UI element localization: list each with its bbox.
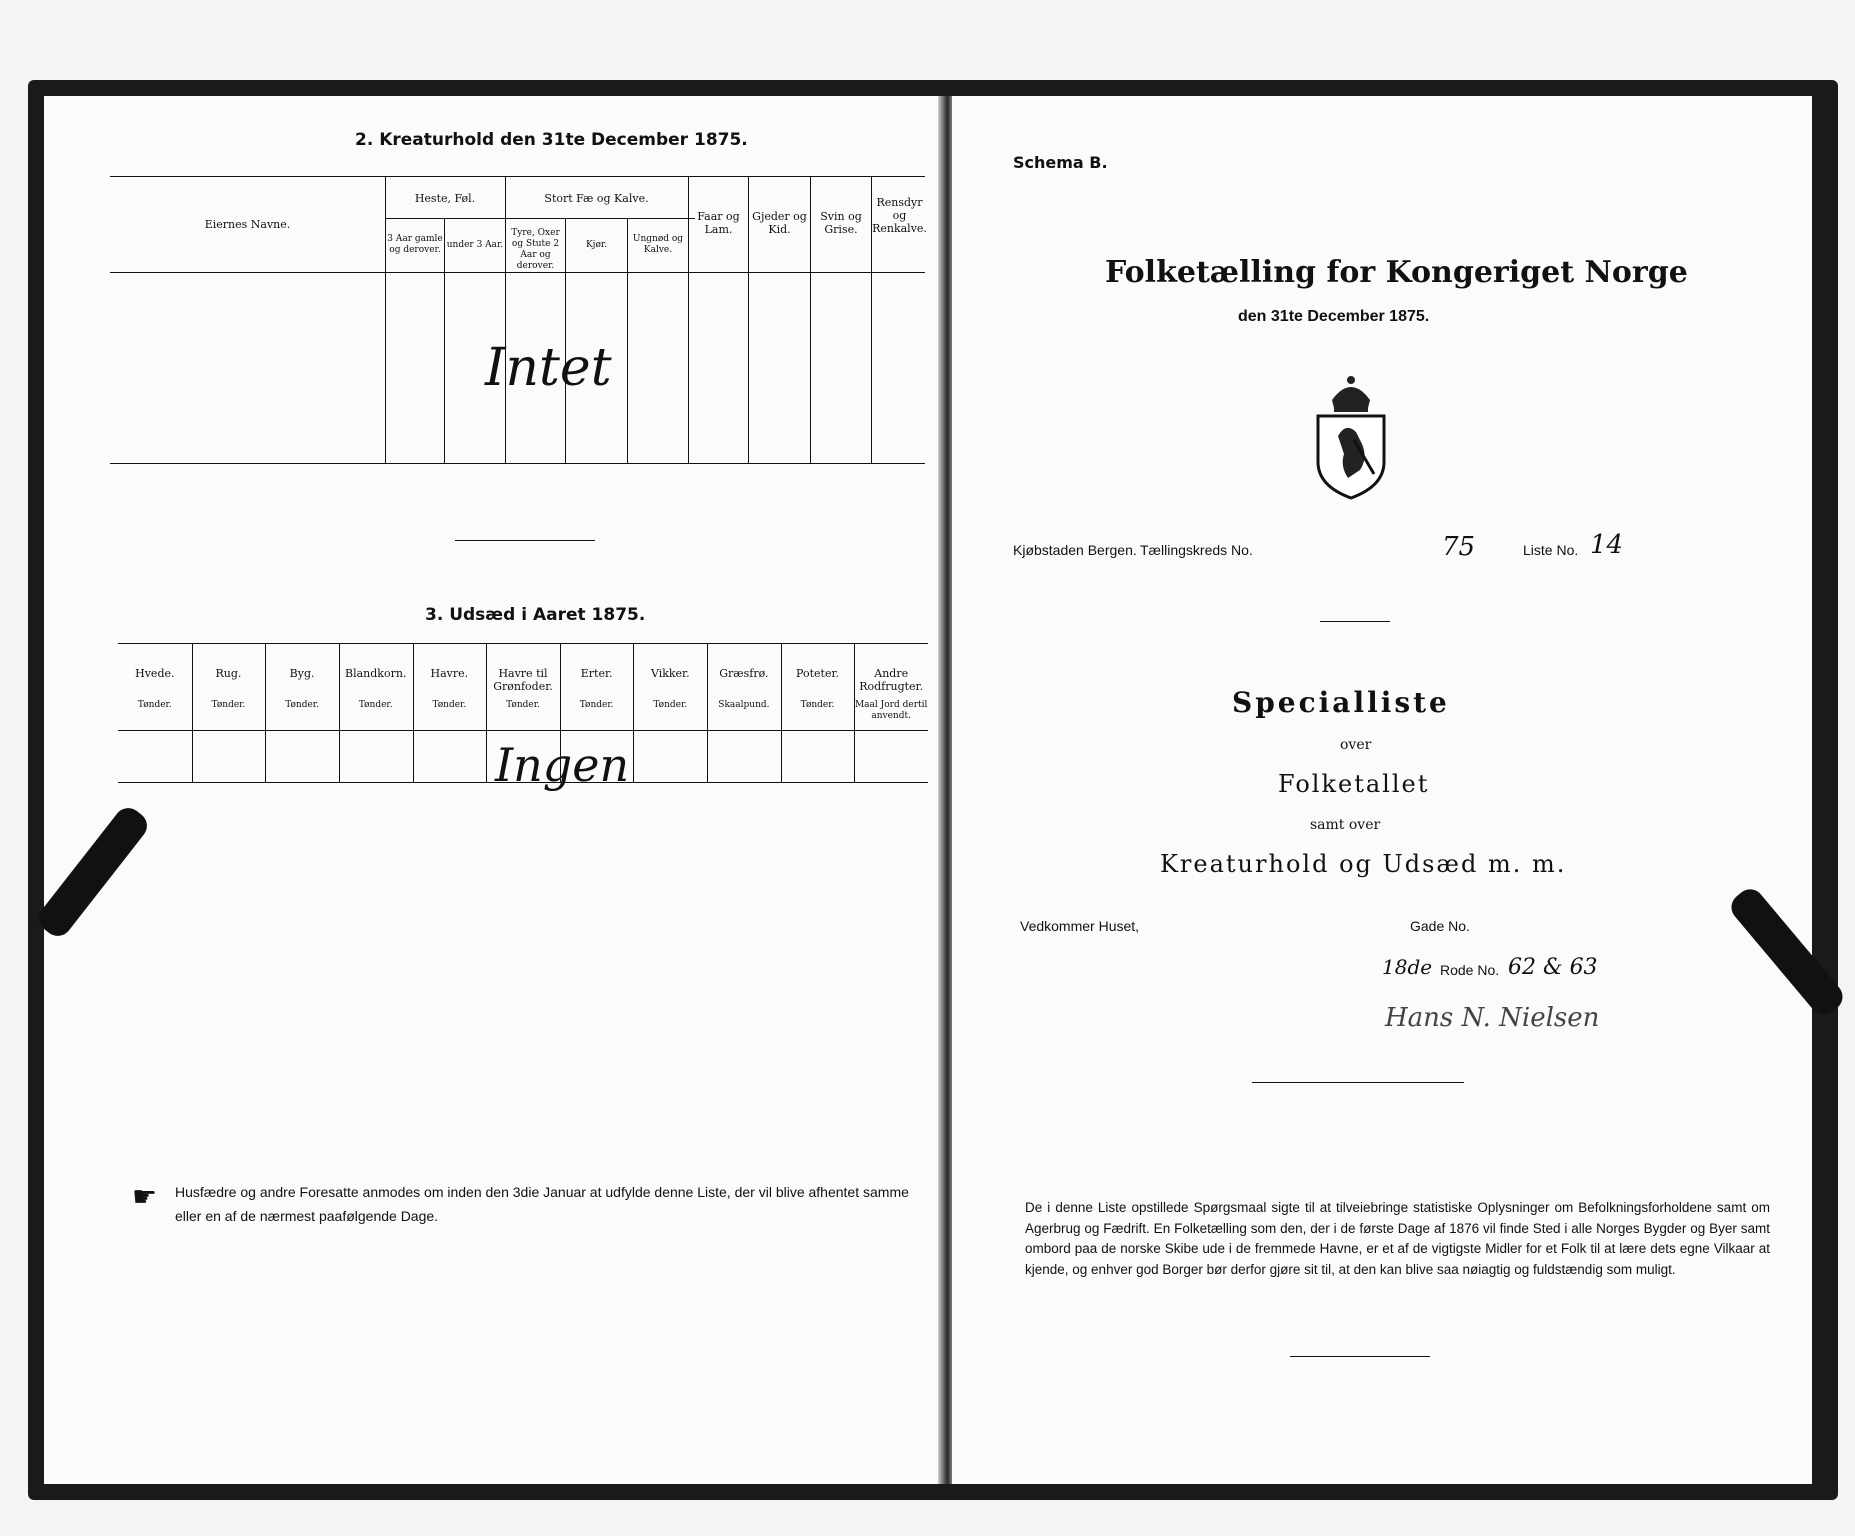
place-label: Kjøbstaden Bergen. (1013, 542, 1137, 558)
notice-text: Husfædre og andre Foresatte anmodes om inden den 3die Januar at udfylde denne Liste, der vil blive afhentet samme eller en af de nærmest paafølgende Dage. (175, 1184, 909, 1224)
table3-col-name: Poteter. (796, 667, 840, 680)
table3-top-rule (118, 643, 928, 644)
table3-col-unit: Tønder. (800, 700, 835, 710)
kreaturhold-text: Kreaturhold og Udsæd m. m. (1160, 850, 1567, 878)
table3-col-name: Andre Rodfrugter. (859, 667, 924, 693)
table3-col-name: Byg. (289, 667, 315, 680)
table3-col-divider (192, 643, 193, 782)
table2-subhead-rule (385, 218, 695, 219)
liste-value: 14 (1590, 530, 1624, 560)
rode-prefix: 18de (1382, 955, 1433, 979)
footer-text: De i denne Liste opstillede Spørgsmaal sigte til at tilveiebringe statistiske Oplysninger om Befolkningsforholdene samt om Agerbrug og Fædrift. En Folketælling som den, der i de første Dage af 1876 vil finde Sted i alle Norges Bygder og Byer samt ombord paa de norske Skibe ude i de fremmede Havne, er et af de vigtigste Midler for et Folk til at lære dets egne Vilkaar at kjende, og enhver god Borger bør derfor gjøre sit til, at den kan blive saa nøiagtig og fuldstændig som muligt. (1025, 1200, 1770, 1277)
table3-col-divider (265, 643, 266, 782)
table3-col-unit: Tønder. (579, 700, 614, 710)
table3-col-name: Havre til Grønfoder. (493, 667, 553, 693)
table2-top-rule (110, 176, 925, 177)
samt-over-text: samt over (1310, 817, 1381, 833)
kreds-value: 75 (1442, 532, 1476, 562)
table3-col-unit: Tønder. (432, 700, 467, 710)
table2-col-divider (505, 176, 506, 463)
table3-col-name: Erter. (580, 667, 613, 680)
col-cattle-young: Ungnød og Kalve. (632, 234, 684, 255)
special-title: Specialliste (1232, 686, 1450, 719)
table3-header-rule (118, 730, 928, 731)
col-reindeer: Rensdyr og Renkalve. (872, 196, 927, 235)
table3-col-unit: Tønder. (285, 700, 319, 710)
table2-header-rule (110, 272, 925, 273)
rode-value: 62 & 63 (1508, 955, 1598, 980)
over-text: over (1340, 737, 1372, 753)
table3-col-name: Vikker. (650, 667, 690, 680)
table3-col-divider (707, 643, 708, 782)
table3-col-divider (413, 643, 414, 782)
signature: Hans N. Nielsen (1385, 1003, 1600, 1033)
col-group-cattle: Stort Fæ og Kalve. (544, 192, 649, 205)
coat-of-arms-icon (1310, 370, 1392, 500)
kreds-label: Tællingskreds No. (1140, 542, 1253, 558)
col-horses-under3: under 3 Aar. (446, 240, 504, 250)
table3-col-name: Græsfrø. (719, 667, 769, 680)
table3-col-name: Rug. (215, 667, 242, 680)
separator-rule (455, 540, 595, 541)
rode-label: Rode No. (1440, 962, 1500, 978)
table3-col-name: Havre. (430, 667, 469, 680)
table3-col-divider (486, 643, 487, 782)
table3-col-unit: Maal Jord dertil anvendt. (854, 700, 928, 721)
table3-col-unit: Tønder. (653, 700, 688, 710)
left-page (44, 96, 944, 1484)
pointing-hand-icon: ☛ (132, 1180, 158, 1213)
handwritten-ingen: Ingen (495, 738, 630, 792)
section3-title: 3. Udsæd i Aaret 1875. (425, 605, 646, 625)
table3-col-divider (633, 643, 634, 782)
col-group-horses: Heste, Føl. (414, 192, 476, 205)
col-pigs: Svin og Grise. (820, 210, 862, 236)
table3-col-unit: Tønder. (211, 700, 246, 710)
table3-col-divider (339, 643, 340, 782)
schema-label: Schema B. (1013, 153, 1108, 172)
separator-rule (1252, 1082, 1464, 1083)
table3-col-unit: Skaalpund. (718, 700, 770, 710)
vedkommer-label: Vedkommer Huset, (1020, 918, 1140, 934)
handwritten-intet: Intet (485, 338, 612, 398)
col-horses-3y: 3 Aar gamle og derover. (387, 234, 443, 255)
table3-col-name: Hvede. (135, 667, 175, 680)
separator-rule (1290, 1356, 1430, 1357)
table3-col-unit: Tønder. (506, 700, 540, 710)
table3-col-divider (781, 643, 782, 782)
col-cattle-bulls: Tyre, Oxer og Stute 2 Aar og derover. (511, 228, 560, 271)
census-date: den 31te December 1875. (1238, 308, 1430, 325)
col-goats: Gjeder og Kid. (752, 210, 807, 236)
col-owner-names: Eiernes Navne. (204, 218, 291, 231)
table2-col-divider (385, 176, 386, 463)
folketallet-text: Folketallet (1278, 770, 1430, 798)
table3-col-unit: Tønder. (358, 700, 393, 710)
gade-label: Gade No. (1410, 918, 1470, 934)
table3-col-name: Blandkorn. (345, 667, 407, 680)
main-title: Folketælling for Kongeriget Norge (1105, 255, 1688, 290)
col-cattle-cows: Kjør. (585, 240, 608, 250)
separator-rule (1320, 621, 1390, 622)
table3-col-unit: Tønder. (137, 700, 172, 710)
table2-bottom-rule (110, 463, 925, 464)
col-sheep: Faar og Lam. (697, 210, 740, 236)
section2-title: 2. Kreaturhold den 31te December 1875. (355, 130, 748, 150)
liste-label: Liste No. (1523, 542, 1579, 558)
table2-col-divider (444, 218, 445, 463)
